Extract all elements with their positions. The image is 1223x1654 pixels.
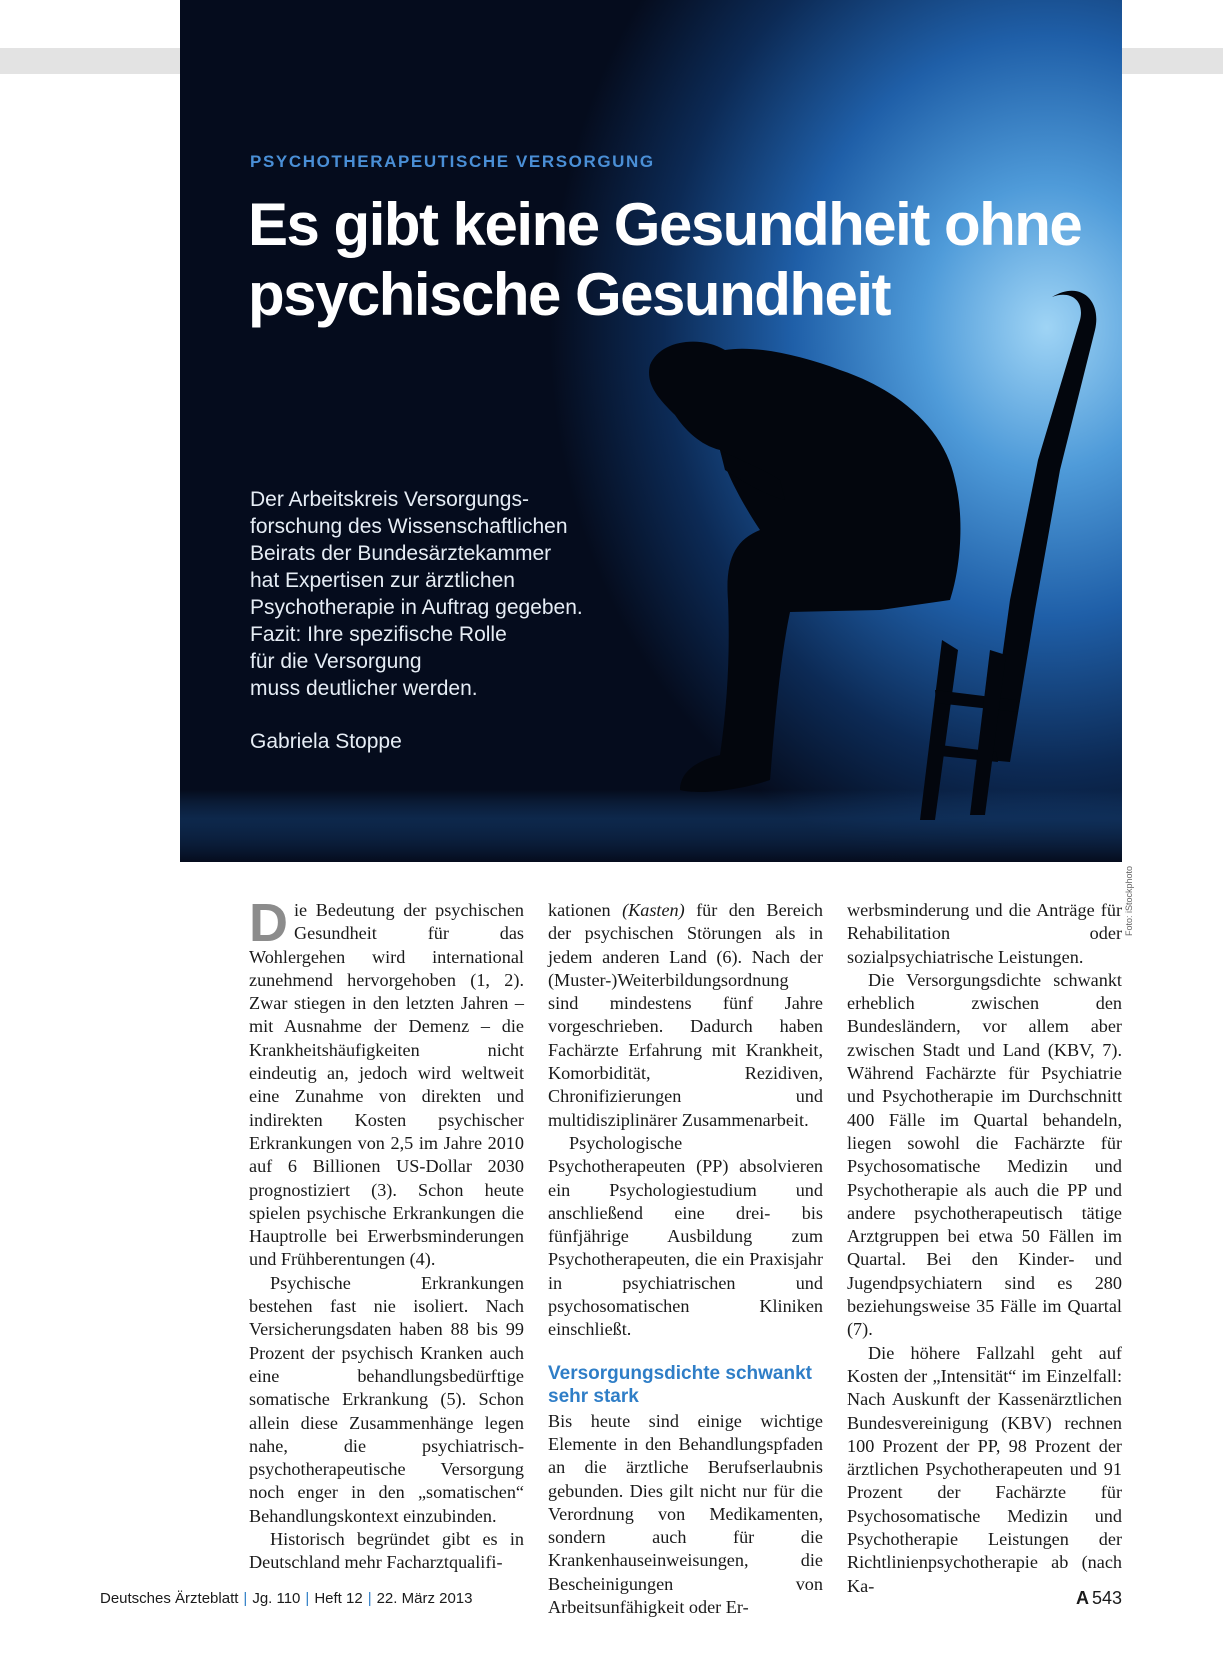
- body-paragraph: Psychische Erkrankungen bestehen fast nie isoliert. Nach Versicherungsdaten haben 88 bis 99 Prozent der psychisch Kranken auch eine behandlungsbedürftige somatische Erkrankung (5). Schon allein diese Zusammenhänge legen nahe, die psychiatrisch-psychotherapeutische Versorgung noch enger in den „somatischen“ Behandlungskontext einzubinden.: [249, 1272, 524, 1526]
- headline-line: Es gibt keine Gesundheit ohne: [248, 191, 1082, 258]
- issue: Heft 12: [314, 1590, 363, 1607]
- page-number: [1076, 1588, 1122, 1609]
- footer-citation: [100, 1590, 472, 1607]
- lead-line: Psychotherapie in Auftrag gegeben.: [250, 596, 583, 619]
- footer-separator: |: [367, 1590, 372, 1607]
- page-prefix: A: [1075, 1588, 1089, 1608]
- body-paragraph: Die Versorgungsdichte schwankt erheblich zwischen den Bundesländern, vor allem aber zwischen Stadt und Land (KBV, 7). Während Fachärzte für Psychiatrie und Psychotherapie im Durchschnitt 400 Fälle im Quartal behandeln, liegen sowohl die Fachärzte für Psychosomatische Medizin und Psychotherapie als auch die PP und andere psychotherapeutisch tätige Arztgruppen bei etwa 50 Fällen im Quartal. Bei den Kinder- und Jugendpsychiatern sind es 280 beziehungsweise 35 Fälle im Quartal (7).: [847, 969, 1122, 1340]
- lead-line: Der Arbeitskreis Versorgungs-: [250, 488, 529, 511]
- headline-line: psychische Gesundheit: [248, 261, 891, 328]
- paragraph-text: ie Bedeutung der psychischen Gesundheit für das Wohlergehen wird international zunehmend hervorgehoben (1, 2). Zwar stiegen in den letzten Jahren – mit Ausnahme der Demenz – die Krankheitshäufigkeiten nicht eindeutig an, jedoch wird weltweit eine Zunahme von direkten und indirekten Kosten psychischer Erkrankungen von 2,5 im Jahre 2010 auf 6 Billionen US-Dollar 2030 prognostiziert (3). Schon heute spielen psychische Erkrankungen die Hauptrolle bei Erwerbsminderungen und Frühberentungen (4).: [249, 900, 524, 1270]
- lead-line: Beirats der Bundesärztekammer: [250, 542, 552, 565]
- chair-and-person-silhouette: [649, 291, 1096, 820]
- body-paragraph: werbsminderung und die Anträge für Rehabilitation oder sozialpsychiatrische Leistungen.: [847, 900, 1122, 967]
- page-number-value: 543: [1091, 1588, 1122, 1608]
- lead-line: hat Expertisen zur ärztlichen: [250, 569, 515, 592]
- body-paragraph: [249, 893, 524, 1272]
- article-headline: [248, 190, 1082, 330]
- body-paragraph: Historisch begründet gibt es in Deutschland mehr Facharztqualifi-: [249, 1529, 524, 1573]
- body-paragraph: Bis heute sind einige wichtige Elemente in den Behandlungspfaden an die ärztliche Berufserlaubnis gebunden. Dies gilt nicht nur für die Verordnung von Medikamenten, sondern auch für die Krankenhauseinweisungen, die Bescheinigungen von Arbeitsunfähigkeit oder Er-: [548, 1410, 823, 1618]
- body-paragraph: [548, 899, 823, 1132]
- paragraph-text: für den Bereich der psychischen Störungen als in jedem anderen Land (6). Nach der (Muster-)Weiterbildungsordnung sind mindestens fünf Jahre vorgeschrieben. Dadurch haben Fachärzte Erfahrung mit Krankheit, Komorbidität, Rezidiven, Chronifizierungen und multidisziplinärer Zusammenarbeit.: [548, 900, 823, 1130]
- body-paragraph: Psychologische Psychotherapeuten (PP) absolvieren ein Psychologiestudium und anschließend eine drei- bis fünfjährige Ausbildung zum Psychotherapeuten, die ein Praxisjahr in psychiatrischen und psychosomatischen Kliniken einschließt.: [548, 1132, 823, 1340]
- lead-paragraph: [250, 486, 670, 702]
- lead-line: muss deutlicher werden.: [250, 677, 478, 700]
- box-reference: (Kasten): [622, 900, 685, 920]
- header-band-left: [0, 48, 180, 74]
- page-footer: [100, 1588, 1122, 1612]
- lead-line: Fazit: Ihre spezifische Rolle: [250, 623, 507, 646]
- lead-line: für die Versorgung: [250, 650, 422, 673]
- volume: Jg. 110: [252, 1590, 301, 1607]
- journal-name: Deutsches Ärzteblatt: [100, 1590, 239, 1607]
- footer-separator: |: [305, 1590, 310, 1607]
- article-column-3: [847, 899, 1122, 1598]
- photo-credit-text: Foto: iStockphoto: [1124, 866, 1134, 937]
- article-column-2: [548, 899, 823, 1619]
- author-name: Gabriela Stoppe: [250, 730, 402, 753]
- hero-image: [180, 0, 1122, 862]
- kicker-label: PSYCHOTHERAPEUTISCHE VERSORGUNG: [250, 152, 655, 171]
- section-subheading: Versorgungsdichte schwankt sehr stark: [548, 1362, 812, 1407]
- header-band-right: [1122, 48, 1223, 74]
- lead-line: forschung des Wissenschaftlichen: [250, 515, 568, 538]
- footer-separator: |: [243, 1590, 248, 1607]
- body-paragraph: Die höhere Fallzahl geht auf Kosten der „Intensität“ im Einzelfall: Nach Auskunft der Kassenärztlichen Bundesvereinigung (KBV) rechnen 100 Prozent der PP, 98 Prozent der ärztlichen Psychotherapeuten und 91 Prozent der Fachärzte für Psychosomatische Medizin und Psychotherapie Leistungen der Richtlinienpsychotherapie ab (nach Ka-: [847, 1342, 1122, 1596]
- paragraph-text: kationen: [548, 900, 623, 920]
- drop-cap: D: [249, 893, 288, 953]
- issue-date: 22. März 2013: [376, 1590, 473, 1607]
- article-column-1: [249, 893, 524, 1575]
